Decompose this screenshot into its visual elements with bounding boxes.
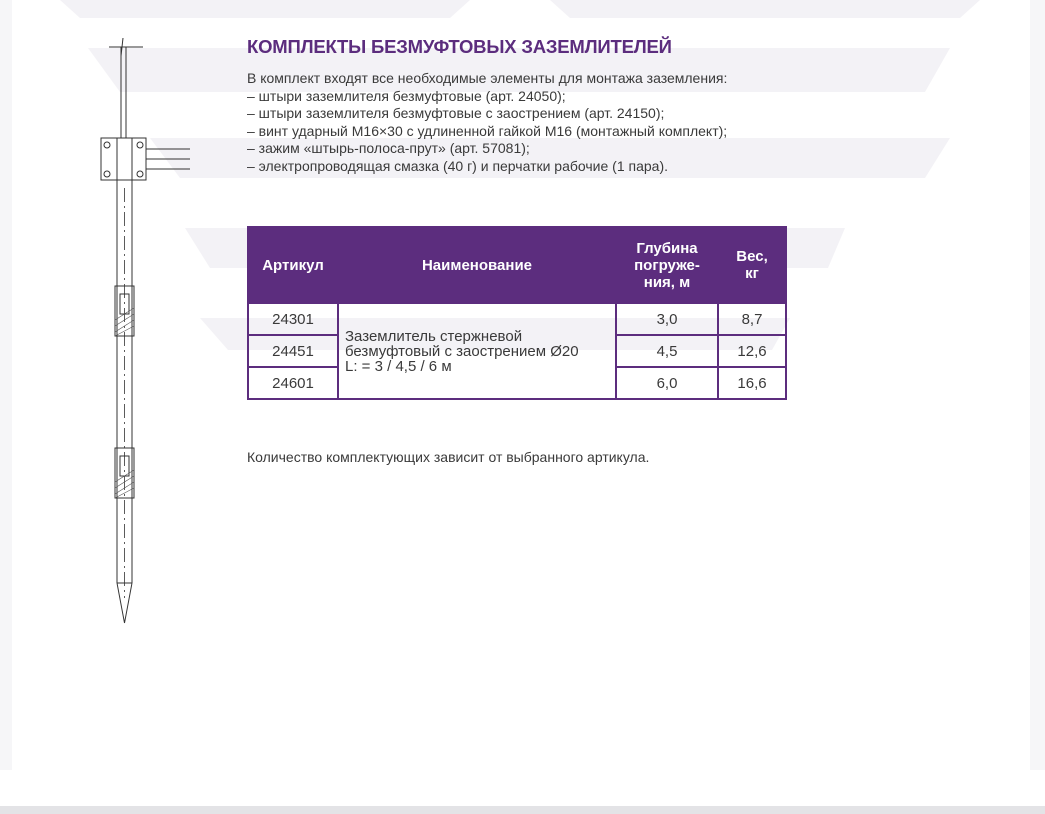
main-content — [247, 36, 847, 465]
header-depth — [616, 227, 718, 303]
cell-article: 24301 — [248, 303, 338, 335]
name-line: L: = 3 / 4,5 / 6 м — [345, 357, 452, 375]
ground-rod-drawing — [95, 38, 205, 628]
header-name: Наименование — [338, 227, 616, 303]
cell-name — [338, 303, 616, 399]
intro-text: В комплект входят все необходимые элементы для монтажа заземления: — [247, 70, 728, 86]
cell-depth: 6,0 — [616, 367, 718, 399]
header-weight-line: Вес, — [736, 248, 768, 265]
table-header-row — [248, 227, 786, 303]
header-depth-line: Глубина — [636, 239, 698, 257]
cell-weight: 16,6 — [718, 367, 786, 399]
bullet-item: – зажим «штырь-полоса-прут» (арт. 57081); — [247, 140, 530, 156]
cell-weight: 8,7 — [718, 303, 786, 335]
bullet-item: – винт ударный М16×30 с удлиненной гайкой М16 (монтажный комплект); — [247, 122, 728, 139]
header-weight-line: кг — [745, 265, 759, 282]
table-row — [248, 303, 786, 335]
header-depth-line: ния, м — [643, 273, 691, 291]
cell-depth: 3,0 — [616, 303, 718, 335]
bullet-item: – штыри заземлителя безмуфтовые (арт. 24050); — [247, 87, 566, 104]
page-bottom-border — [0, 806, 1045, 814]
cell-depth: 4,5 — [616, 335, 718, 367]
header-weight — [718, 227, 786, 303]
footnote-text: Количество комплектующих зависит от выбранного артикула. — [247, 449, 650, 465]
page-title: КОМПЛЕКТЫ БЕЗМУФТОВЫХ ЗАЗЕМЛИТЕЛЕЙ — [247, 36, 672, 57]
name-line: безмуфтовый с заострением Ø20 — [345, 342, 579, 360]
header-depth-line: погруже- — [634, 256, 700, 274]
specification-table — [247, 226, 787, 400]
cell-article: 24601 — [248, 367, 338, 399]
header-article: Артикул — [248, 227, 338, 303]
cell-weight: 12,6 — [718, 335, 786, 367]
name-line: Заземлитель стержневой — [345, 327, 523, 345]
bullet-item: – электропроводящая смазка (40 г) и перчатки рабочие (1 пара). — [247, 157, 668, 174]
cell-article: 24451 — [248, 335, 338, 367]
bullet-item: – штыри заземлителя безмуфтовые с заострением (арт. 24150); — [247, 105, 665, 121]
